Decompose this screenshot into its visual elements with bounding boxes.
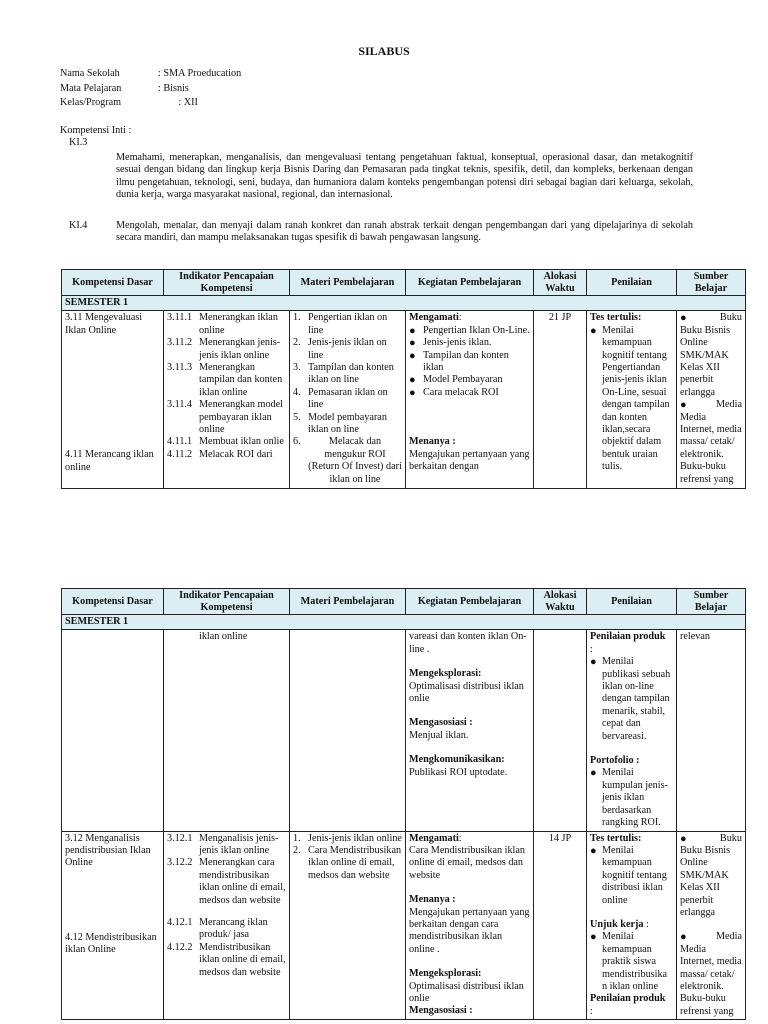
identity-row-school xyxy=(60,68,241,80)
bullet-icon: ● xyxy=(409,337,416,350)
bullet-icon: ● xyxy=(680,832,687,845)
indikator-cell xyxy=(164,831,290,1020)
header-indikator: Indikator Pencapaian Kompetensi xyxy=(164,270,290,296)
bullet-icon: ● xyxy=(590,931,597,944)
identity-value: : SMA Proeducation xyxy=(158,68,242,79)
bullet-icon: ● xyxy=(680,931,687,944)
table-header-row xyxy=(62,270,746,296)
list-item: 3.11.2 Menerangkan jenis-jenis iklan online xyxy=(167,337,281,361)
kd-cell xyxy=(62,311,164,489)
penilaian-cell xyxy=(587,311,677,489)
header-kompetensi-dasar: Kompetensi Dasar xyxy=(62,270,164,296)
list-item: 1. Jenis-jenis iklan online xyxy=(293,832,402,844)
list-item: 3. Tampilan dan konten iklan on line xyxy=(293,362,394,386)
list-item: 2. Cara Mendistribusikan iklan online di email, medsos dan website xyxy=(293,844,402,881)
mengasosiasi-label: Mengasosiasi : xyxy=(409,717,473,729)
list-item: ● Jenis-jenis iklan. xyxy=(409,337,492,350)
materi-cell xyxy=(290,630,406,831)
header-alokasi: Alokasi Waktu xyxy=(534,270,587,296)
page-title: SILABUS xyxy=(358,44,410,58)
list-item: 4.12.2 Mendistribusikan iklan online di email, medsos dan website xyxy=(167,941,286,978)
kd-cell xyxy=(62,630,164,831)
kompetensi-inti-label: Kompetensi Inti : xyxy=(60,125,132,136)
bullet-icon: ● xyxy=(590,656,597,669)
bullet-icon: ● xyxy=(590,767,597,780)
sumber-cell: ● Buku Buku Bisnis Online SMK/MAK Kelas XII penerbit erlangga ● Media Media Internet, media massa/ cetak/ elektronik. Buku-buku refrensi yang xyxy=(677,831,746,1020)
kd-item: 3.11 Mengevaluasi Iklan Online xyxy=(65,312,143,336)
mengeksplorasi-label: Mengeksplorasi: xyxy=(409,668,482,680)
identity-label: Nama Sekolah xyxy=(60,68,120,79)
kd-cell: 3.12 Menganalisis pendistribusian Iklan Online 4.12 Mendistribusikan iklan Online xyxy=(62,831,164,1020)
list-item: 4.11.1 Membuat iklan onlie xyxy=(167,436,284,448)
penilaian-produk-label: Penilaian produk xyxy=(590,631,666,643)
kegiatan-cell: Mengamati: Cara Mendistribusikan iklan online di email, medsos dan website Menanya : Mengajukan pertanyaan yang berkaitan dengan cara mendistribusikan iklan online . Mengeksplorasi: Optimalisasi distribusi iklan onlie Mengasosiasi : xyxy=(406,831,534,1020)
list-item: 3.12.1 Menganalisis jenis-jenis iklan online xyxy=(167,832,279,856)
materi-cell xyxy=(290,311,406,489)
menanya-label: Menanya : xyxy=(409,436,456,448)
alokasi-cell xyxy=(534,630,587,831)
sumber-cell: ● Buku Buku Bisnis Online SMK/MAK Kelas XII penerbit erlangga ● Media Media Internet, media massa/ cetak/ elektronik. Buku-buku refrensi yang xyxy=(677,311,746,489)
header-penilaian: Penilaian xyxy=(587,270,677,296)
header-alokasi: Alokasi Waktu xyxy=(534,589,587,615)
alokasi-cell: 14 JP xyxy=(534,831,587,1020)
list-item: 5. Model pembayaran iklan on line xyxy=(293,411,387,436)
identity-row-class xyxy=(60,97,198,109)
table-header-row xyxy=(62,589,746,615)
ki3-label: KI.3 xyxy=(69,137,88,149)
table-row xyxy=(62,630,746,831)
identity-row-subject xyxy=(60,83,189,95)
kd-item: 4.11 Merancang iklan online xyxy=(65,449,154,473)
mengamati-label: Mengamati xyxy=(409,312,459,324)
bullet-icon: ● xyxy=(680,399,687,412)
list-item: ● Pengertian Iklan On-Line. xyxy=(409,324,530,337)
list-item: 1. Pengertian iklan on line xyxy=(293,312,388,336)
tes-text: Menilai kemampuan kognitif tentang Pengertiandan jenis-jenis iklan On-Line, sesuai dengan tampilan dan konten iklan,secara objektif dalam bentuk uraian tulis. xyxy=(602,324,670,473)
penilaian-cell: Tes tertulis: ● Menilai kemampuan kognitif tentang distribusi iklan online Unjuk kerja : ● Menilai kemampuan praktik siswa mendistribusika n iklan online Penilaian produk : xyxy=(587,831,677,1020)
list-item: 6. Melacak dan mengukur ROI (Return Of Invest) dari iklan on line xyxy=(293,436,402,485)
bullet-icon: ● xyxy=(409,324,416,337)
list-item: 3.11.1 Menerangkan iklan online xyxy=(167,312,278,336)
header-kegiatan: Kegiatan Pembelajaran xyxy=(406,270,534,296)
identity-label: Kelas/Program xyxy=(60,97,122,108)
semester-label: SEMESTER 1 xyxy=(62,296,746,311)
table-row xyxy=(62,831,746,1020)
list-item: ● Cara melacak ROI xyxy=(409,386,499,399)
list-item: 3.11.3 Menerangkan tampilan dan konten iklan online xyxy=(167,362,283,398)
indikator-cell xyxy=(164,311,290,489)
penilaian-cell: Penilaian produk : ● Menilai publikasi sebuah iklan on-line dengan tampilan menarik, stabil, cepat dan bervareasi. Portofolio : ● Menilai kumpulan jenis-jenis iklan berdasarkan rangking ROI. xyxy=(587,630,677,831)
list-item: ● Tampilan dan konten iklan xyxy=(409,349,509,374)
sumber-cell: relevan xyxy=(677,630,746,831)
header-indikator: Indikator Pencapaian Kompetensi xyxy=(164,589,290,615)
menanya-text: Mengajukan pertanyaan yang berkaitan dengan xyxy=(409,448,530,473)
syllabus-table-2 xyxy=(61,588,746,1020)
bullet-icon: ● xyxy=(409,374,416,387)
identity-value: : XII xyxy=(158,97,198,108)
indikator-cell: iklan online xyxy=(164,630,290,831)
ki3-text: Memahami, menerapkan, menganalisis, dan mengevaluasi tentang pengetahuan faktual, konseptual, operasional dasar, dan metakognitif sesuai dengan bidang dan lingkup kerja Bisnis Daring dan Pemasaran pada tingkat teknis, spesifik, detil, dan kompleks, berkenaan dengan ilmu pengetahuan, teknologi, seni, budaya, dan humaniora dalam konteks pengembangan potensi diri sebagai bagian dari keluarga, sekolah, dunia kerja, warga masyarakat nasional, regional, dan internasional. xyxy=(116,152,693,201)
header-materi: Materi Pembelajaran xyxy=(290,270,406,296)
list-item: 2. Jenis-jenis iklan on line xyxy=(293,337,387,361)
sumber-text: Buku Bisnis Online SMK/MAK Kelas XII penerbit erlangga xyxy=(680,324,731,398)
portofolio-label: Portofolio : xyxy=(590,755,640,767)
header-kompetensi-dasar: Kompetensi Dasar xyxy=(62,589,164,615)
list-item: 3.11.4 Menerangkan model pembayaran iklan online xyxy=(167,399,284,436)
list-item: ● Model Pembayaran xyxy=(409,374,503,387)
header-sumber: Sumber Belajar xyxy=(677,589,746,615)
bullet-icon: ● xyxy=(680,312,687,325)
bullet-icon: ● xyxy=(409,349,416,362)
ki4-label: KI.4 xyxy=(69,220,88,231)
bullet-icon: ● xyxy=(590,324,597,337)
list-item: 3.12.2 Menerangkan cara mendistribusikan iklan online di email, medsos dan website xyxy=(167,857,286,906)
header-materi: Materi Pembelajaran xyxy=(290,589,406,615)
tes-label: Tes tertulis: xyxy=(590,312,642,324)
kegiatan-cell: vareasi dan konten iklan On-line . Mengeksplorasi: Optimalisasi distribusi iklan onlie Mengasosiasi : Menjual iklan. Mengkomunikasikan: Publikasi ROI uptodate. xyxy=(406,630,534,831)
header-sumber: Sumber Belajar xyxy=(677,270,746,296)
alokasi-cell: 21 JP xyxy=(534,311,587,489)
syllabus-table-1 xyxy=(61,269,746,489)
list-item: 4.11.2 Melacak ROI dari xyxy=(167,448,273,460)
table-row xyxy=(62,311,746,489)
bullet-icon: ● xyxy=(409,386,416,399)
sumber-text: Media Internet, media massa/ cetak/ elektronik. Buku-buku refrensi yang xyxy=(680,411,742,485)
identity-value: : Bisnis xyxy=(158,83,189,94)
semester-label: SEMESTER 1 xyxy=(62,615,746,630)
list-item: 4. Pemasaran iklan on line xyxy=(293,386,388,411)
identity-label: Mata Pelajaran xyxy=(60,83,122,94)
ki4-text: Mengolah, menalar, dan menyaji dalam ranah konkret dan ranah abstrak terkait dengan pengembangan dari yang dipelajarinya di sekolah secara mandiri, dan mampu melaksanakan tugas spesifik di bawah pengawasan langsung. xyxy=(116,220,693,244)
semester-row xyxy=(62,296,746,311)
header-penilaian: Penilaian xyxy=(587,589,677,615)
materi-cell xyxy=(290,831,406,1020)
kompetensi-inti-heading xyxy=(60,125,131,150)
semester-row xyxy=(62,615,746,630)
kegiatan-cell: Mengamati: ● Pengertian Iklan On-Line. ● Jenis-jenis iklan. ● Tampilan dan konten iklan ● Model Pembayaran ● Cara melacak ROI Menanya : Mengajukan pertanyaan yang berkaitan dengan xyxy=(406,311,534,489)
header-kegiatan: Kegiatan Pembelajaran xyxy=(406,589,534,615)
bullet-icon: ● xyxy=(590,844,597,857)
mengkomunikasikan-label: Mengkomunikasikan: xyxy=(409,754,505,766)
list-item: 4.12.1 Merancang iklan produk/ jasa xyxy=(167,916,268,941)
